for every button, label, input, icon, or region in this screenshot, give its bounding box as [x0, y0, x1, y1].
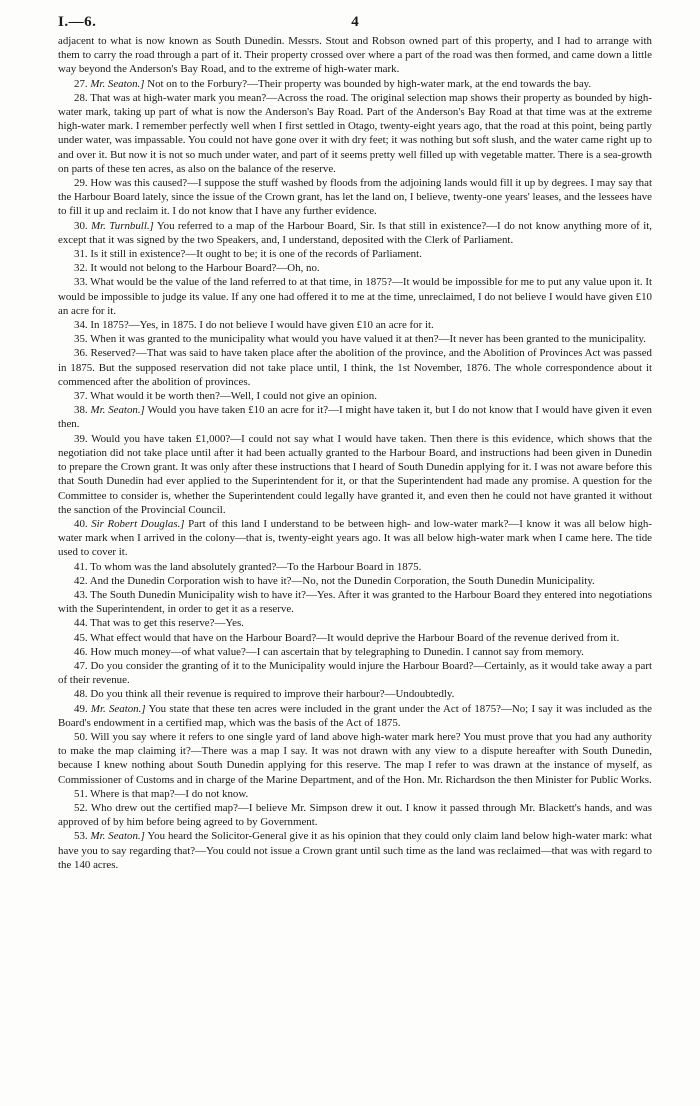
question-paragraph [58, 219, 652, 247]
question-paragraph [58, 787, 652, 801]
question-paragraph [58, 432, 652, 517]
question-number: 31. [74, 248, 88, 261]
question-paragraph [58, 588, 652, 616]
paragraph-text: That was to get this reserve?—Yes. [90, 617, 244, 630]
question-paragraph [58, 91, 652, 176]
paragraph-text: Is it still in existence?—It ought to be; it is one of the records of Parliament. [90, 248, 422, 261]
question-paragraph [58, 389, 652, 403]
question-paragraph [58, 261, 652, 275]
speaker-name: Mr. Seaton.] [90, 77, 145, 90]
paragraph-text: Not on to the Forbury?—Their property was bounded by high-water mark, at the end towards the bay. [147, 77, 592, 90]
question-paragraph [58, 403, 652, 431]
paragraph-text: How much money—of what value?—I can ascertain that by telegraphing to Dunedin. I cannot say from memory. [90, 645, 584, 658]
question-number: 39. [74, 432, 88, 445]
question-number: 43. [74, 588, 88, 601]
question-number: 52. [74, 801, 88, 814]
paragraph-text: The South Dunedin Municipality wish to have it?—Yes. After it was granted to the Harbour Board they entered into negotiations with the Superintendent, in order to get it as a reserve. [58, 588, 652, 616]
question-number: 40. [74, 517, 88, 530]
text-paragraph [58, 34, 652, 77]
question-number: 35. [74, 333, 88, 346]
question-number: 47. [74, 659, 88, 672]
paragraph-text: Do you consider the granting of it to the Municipality would injure the Harbour Board?—Certainly, as it would take away a part of their revenue. [58, 659, 652, 687]
question-number: 53. [74, 830, 88, 843]
page-number: 4 [351, 14, 359, 30]
paragraph-text: Do you think all their revenue is required to improve their harbour?—Undoubtedly. [90, 688, 455, 701]
paragraph-text: You referred to a map of the Harbour Board, Sir. Is that still in existence?—I do not know anything more of it, except that it was signed by the two Speakers, and, I understand, deposited with the Clerk of Parliament. [58, 219, 652, 246]
question-paragraph [58, 176, 652, 219]
question-paragraph [58, 730, 652, 787]
paragraph-text: You heard the Solicitor-General give it as his opinion that they could only claim land below high-water mark: what have you to say regarding that?—You could not issue a Crown grant until such time as the land was reclaimed—that was with regard to the 140 acres. [58, 830, 652, 871]
question-number: 37. [74, 390, 88, 403]
question-number: 36. [74, 347, 88, 360]
question-paragraph [58, 346, 652, 389]
question-paragraph [58, 318, 652, 332]
question-paragraph [58, 560, 652, 574]
question-paragraph [58, 77, 652, 91]
paragraph-text: That was at high-water mark you mean?—Across the road. The original selection map shows their property as bounded by high-water mark, taking up part of what is now the Anderson's Bay Road. Part of the Anderson's Bay Road at that time was at the extreme high-water mark. I remember perfectly well when I first settled in Otago, twenty-eight years ago, that the road at this point, being partly under water, was impassable. You could not have gone over it with dry feet; it was nothing but soft slush, and the water came right up to and over it. But now it is not so much under water, and part of it seems pretty well filled up with vegetable matter. There is a sea-growth on parts of these ten acres, as also on the balance of the reserve. [58, 91, 652, 175]
paragraph-text: Part of this land I understand to be between high- and low-water mark?—I know it was all below high-water mark when I arrived in the colony—that is, twenty-eight years ago. It was all below high-water mark when I came here. The tide used to cover it. [58, 517, 652, 559]
paragraph-text: What would be the value of the land referred to at that time, in 1875?—It would be impossible for me to put any value upon it. It would be impossible to judge its value. If any one had offered it to me at the time, unreclaimed, I do not believe I would have given £10 an acre for it. [58, 276, 652, 317]
paragraph-text: And the Dunedin Corporation wish to have it?—No, not the Dunedin Corporation, the South Dunedin Municipality. [89, 574, 595, 587]
question-number: 29. [74, 177, 88, 190]
page-header [58, 0, 652, 34]
paragraph-text: It would not belong to the Harbour Board?—Oh, no. [90, 262, 320, 275]
question-number: 28. [74, 91, 88, 104]
question-number: 48. [74, 688, 88, 701]
question-number: 45. [74, 631, 88, 644]
question-number: 44. [74, 617, 88, 630]
question-paragraph [58, 275, 652, 318]
paragraph-text: In 1875?—Yes, in 1875. I do not believe I would have given £10 an acre for it. [90, 319, 434, 332]
question-number: 50. [74, 730, 88, 743]
paragraph-text: Who drew out the certified map?—I believe Mr. Simpson drew it out. I know it passed through Mr. Blackett's hands, and was approved of by him before being agreed to by Government. [58, 801, 652, 829]
paragraph-text: Would you have taken £1,000?—I could not say what I would have taken. Then there is this evidence, which shows that the negotiation did not take place until after it had been actually granted to the Harbour Board, and instructions had been given in Dunedin to prepare the Crown grant. It was only after these instructions that I heard of South Dunedin applying for it. I was not aware before this that South Dunedin had ever applied to the Superintendent for it, or that the Superintendent had made any promise. A question for the Committee to consider is, whether the Superintendent could legally have granted it, and even then he could not have granted it without the sanction of the Provincial Council. [58, 432, 652, 516]
paragraph-text: How was this caused?—I suppose the stuff washed by floods from the adjoining lands would fill it up by degrees. I may say that the Harbour Board lately, since the issue of the Crown grant, has let the land on, I believe, twenty-one years' leases, and the lessees have to fill it up and reclaim it. I do not know that I have any further evidence. [58, 177, 652, 218]
paragraph-text: Would you have taken £10 an acre for it?—I might have taken it, but I do not know that I would have given it even then. [58, 404, 652, 431]
paragraph-text: What would it be worth then?—Well, I could not give an opinion. [90, 390, 377, 403]
question-number: 30. [74, 219, 88, 232]
paragraph-text: Where is that map?—I do not know. [90, 787, 249, 800]
question-paragraph [58, 631, 652, 645]
question-paragraph [58, 574, 652, 588]
question-paragraph [58, 247, 652, 261]
question-number: 38. [74, 404, 88, 417]
paragraph-text: To whom was the land absolutely granted?—To the Harbour Board in 1875. [90, 560, 422, 573]
question-paragraph [58, 687, 652, 701]
document-body [58, 34, 652, 872]
question-paragraph [58, 829, 652, 872]
speaker-name: Mr. Seaton.] [90, 702, 146, 715]
question-paragraph [58, 517, 652, 560]
question-number: 49. [74, 702, 88, 715]
question-number: 51. [74, 787, 88, 800]
paragraph-text: Reserved?—That was said to have taken place after the abolition of the province, and the Abolition of Provinces Act was passed in 1875. But the supposed reservation did not take place until, I think, the 1st November, 1876. The whole correspondence about it commenced after the abolition of provinces. [58, 347, 652, 388]
question-number: 32. [74, 262, 88, 275]
question-number: 34. [74, 319, 88, 332]
paragraph-text: Will you say where it refers to one single yard of land above high-water mark here? You must prove that you had any authority to make the map claiming it?—There was a map I say. It was not drawn with any view to a dispute hereafter with South Dunedin, because I knew nothing about South Dunedin applying for this reserve. The map I refer to was drawn at the instance of myself, as Commissioner of Customs and in charge of the Marine Department, and of the Hon. Mr. Richardson the then Minister for Public Works. [58, 730, 652, 786]
speaker-name: Sir Robert Douglas.] [91, 517, 185, 530]
speaker-name: Mr. Turnbull.] [91, 219, 154, 232]
question-paragraph [58, 659, 652, 687]
speaker-name: Mr. Seaton.] [90, 830, 145, 843]
question-paragraph [58, 801, 652, 829]
paragraph-text: adjacent to what is now known as South Dunedin. Messrs. Stout and Robson owned part of this property, and I had to arrange with them to carry the road through a part of it. Their property crossed over where a part of the road was then formed, and came down a little way beyond the Anderson's Bay Road, and to the extreme of high-water mark. [58, 35, 652, 76]
question-number: 41. [74, 560, 88, 573]
question-number: 46. [74, 645, 88, 658]
question-paragraph [58, 702, 652, 730]
question-number: 33. [74, 276, 88, 289]
question-paragraph [58, 616, 652, 630]
question-paragraph [58, 645, 652, 659]
paragraph-text: When it was granted to the municipality what would you have valued it at then?—It never has been granted to the municipality. [90, 333, 646, 346]
speaker-name: Mr. Seaton.] [90, 404, 145, 417]
question-number: 27. [74, 77, 88, 90]
question-number: 42. [74, 574, 88, 587]
question-paragraph [58, 332, 652, 346]
paragraph-text: What effect would that have on the Harbour Board?—It would deprive the Harbour Board of the revenue derived from it. [90, 631, 620, 644]
paragraph-text: You state that these ten acres were included in the grant under the Act of 1875?—No; I say it was included as the Board's endowment in a certified map, which was the basis of the Act of 1875. [58, 702, 652, 729]
document-reference: I.—6. [58, 14, 97, 30]
